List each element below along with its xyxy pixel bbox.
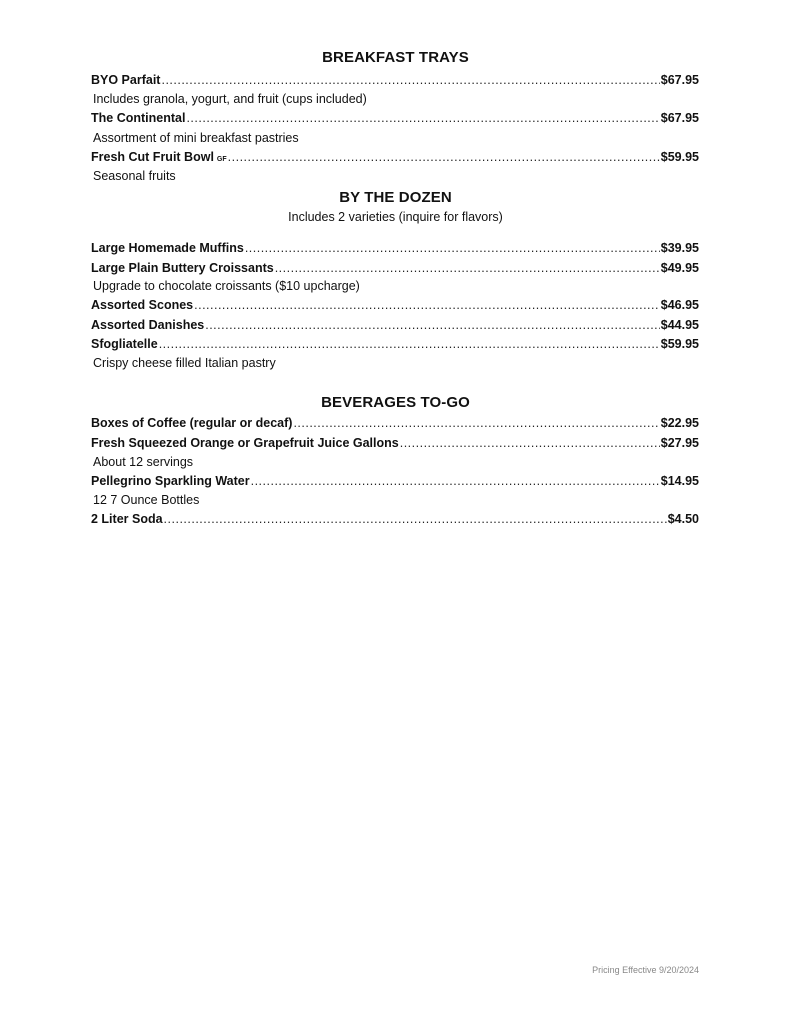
item-price: $49.95 xyxy=(660,261,699,275)
item-name: Pellegrino Sparkling Water xyxy=(91,474,250,488)
section-title-breakfast-trays: BREAKFAST TRAYS xyxy=(322,49,469,66)
menu-item-the-continental xyxy=(91,110,699,126)
leader-dots xyxy=(205,317,660,333)
leader-dots xyxy=(194,297,660,313)
menu-item-2-liter-soda xyxy=(91,511,699,527)
item-name: Boxes of Coffee (regular or decaf) xyxy=(91,416,293,430)
item-name: Assorted Scones xyxy=(91,298,194,312)
section-title-by-the-dozen: BY THE DOZEN xyxy=(339,189,452,206)
item-description: Assortment of mini breakfast pastries xyxy=(93,131,299,145)
item-price: $67.95 xyxy=(660,111,699,125)
item-description: Crispy cheese filled Italian pastry xyxy=(93,356,276,370)
section-subtitle: Includes 2 varieties (inquire for flavors) xyxy=(288,210,503,224)
item-name: Sfogliatelle xyxy=(91,337,158,351)
item-price: $46.95 xyxy=(660,298,699,312)
item-description: Seasonal fruits xyxy=(93,169,176,183)
item-price: $39.95 xyxy=(660,241,699,255)
menu-item-assorted-danishes xyxy=(91,317,699,333)
leader-dots xyxy=(186,110,659,126)
item-description: About 12 servings xyxy=(93,455,194,469)
item-description: 12 7 Ounce Bottles xyxy=(93,493,200,507)
item-name: Large Homemade Muffins xyxy=(91,241,244,255)
leader-dots xyxy=(251,473,660,489)
gluten-free-tag: GF xyxy=(216,156,227,163)
item-name: Large Plain Buttery Croissants xyxy=(91,261,274,275)
item-name: 2 Liter Soda xyxy=(91,512,163,526)
item-price: $4.50 xyxy=(667,512,699,526)
menu-item-sfogliatelle xyxy=(91,336,699,352)
leader-dots xyxy=(293,415,659,431)
leader-dots xyxy=(164,511,667,527)
menu-item-boxes-of-coffee xyxy=(91,415,699,431)
item-name: Fresh Squeezed Orange or Grapefruit Juice Gallons xyxy=(91,436,399,450)
leader-dots xyxy=(400,435,660,451)
pricing-effective-footer: Pricing Effective 9/20/2024 xyxy=(592,965,699,975)
item-name: BYO Parfait xyxy=(91,73,161,87)
item-price: $27.95 xyxy=(660,436,699,450)
leader-dots xyxy=(161,72,659,88)
item-description: Upgrade to chocolate croissants ($10 upcharge) xyxy=(93,279,360,293)
leader-dots xyxy=(228,149,660,165)
item-name xyxy=(91,149,227,168)
menu-item-large-homemade-muffins xyxy=(91,240,699,256)
menu-item-fresh-squeezed-juice xyxy=(91,435,699,451)
item-price: $59.95 xyxy=(660,150,699,164)
item-description: Includes granola, yogurt, and fruit (cups included) xyxy=(93,92,367,106)
menu-item-assorted-scones xyxy=(91,297,699,313)
leader-dots xyxy=(275,260,660,276)
item-name: Assorted Danishes xyxy=(91,318,205,332)
item-price: $22.95 xyxy=(660,416,699,430)
item-price: $59.95 xyxy=(660,337,699,351)
item-name-text: Fresh Cut Fruit Bowl xyxy=(91,150,214,164)
item-price: $44.95 xyxy=(660,318,699,332)
menu-item-large-plain-buttery-croissants xyxy=(91,260,699,276)
leader-dots xyxy=(159,336,660,352)
section-title-beverages-to-go: BEVERAGES TO-GO xyxy=(321,394,470,411)
menu-item-fresh-cut-fruit-bowl xyxy=(91,149,699,168)
menu-item-byo-parfait xyxy=(91,72,699,88)
item-name: The Continental xyxy=(91,111,186,125)
menu-item-pellegrino-sparkling-water xyxy=(91,473,699,489)
item-price: $14.95 xyxy=(660,474,699,488)
leader-dots xyxy=(245,240,660,256)
item-price: $67.95 xyxy=(660,73,699,87)
